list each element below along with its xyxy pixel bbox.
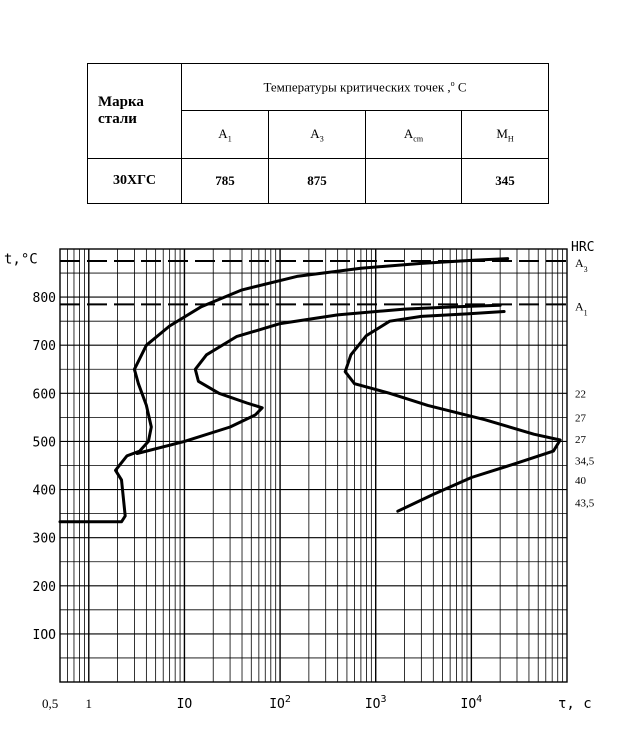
x-tick-exp-3: 2 <box>284 694 291 705</box>
hrc-value-3: 34,5 <box>575 455 595 468</box>
chart-grid <box>60 249 567 682</box>
critical-temps-header: Температуры критических точек ,$^o$ С <box>182 64 549 111</box>
hrc-value-0: 22 <box>575 388 586 401</box>
refline-sub-A3: 3 <box>583 265 588 275</box>
value-mh: 345 <box>462 159 549 204</box>
steel-grade-header <box>88 64 182 159</box>
col-a1-sym: A <box>218 125 228 141</box>
critical-temps-header-text: Температуры критических точек <box>263 79 445 95</box>
curve-0 <box>60 259 508 522</box>
curve-1 <box>137 305 500 453</box>
value-a1: 785 <box>182 159 269 204</box>
hrc-label: HRC <box>571 240 595 255</box>
col-mh-sym: M <box>496 125 508 141</box>
x-axis-label: τ, c <box>558 696 592 712</box>
value-a3: 875 <box>269 159 366 204</box>
x-tick-exp-5: 4 <box>476 694 483 705</box>
x-tick-label-3: $IO^2$ <box>269 694 291 712</box>
reference-lines <box>60 261 567 304</box>
curve-2 <box>345 312 560 512</box>
hrc-value-4: 40 <box>575 474 586 487</box>
col-header-mh <box>462 111 549 159</box>
ttt-diagram <box>0 215 637 735</box>
col-acm-sym: A <box>403 125 414 141</box>
hrc-value-1: 27 <box>575 412 586 425</box>
y-axis-label: t,°C <box>4 251 38 268</box>
y-tick-label-6: 700 <box>32 339 56 355</box>
critical-temps-unit: С <box>457 79 467 95</box>
x-tick-label-5: $IO^4$ <box>460 694 483 712</box>
hrc-value-5: 43,5 <box>575 497 595 510</box>
y-tick-label-5: 600 <box>32 387 56 403</box>
y-tick-label-3: 400 <box>32 483 56 499</box>
y-tick-label-0: IOO <box>32 627 56 643</box>
y-tick-label-2: 300 <box>32 531 56 547</box>
curves <box>60 259 560 522</box>
x-tick-label-1: 1 <box>85 696 93 711</box>
y-tick-label-7: 800 <box>32 291 56 307</box>
x-tick-label-0: 0,5 <box>42 696 59 711</box>
refline-label-A3: $A_3$ <box>575 256 588 275</box>
col-mh-sub: H <box>507 134 514 144</box>
col-a3-sub: 3 <box>319 134 324 144</box>
steel-grade-cell: 30ХГС <box>88 159 182 204</box>
degree-sign: o <box>450 78 455 88</box>
steel-grade-header-line2: стали <box>98 111 137 127</box>
x-tick-label-4: $IO^3$ <box>364 694 387 712</box>
col-acm-sub: cm <box>413 134 424 144</box>
col-header-acm <box>366 111 462 159</box>
y-tick-label-4: 500 <box>32 435 56 451</box>
critical-points-table <box>87 63 549 204</box>
y-tick-label-1: 200 <box>32 579 56 595</box>
col-header-a3 <box>269 111 366 159</box>
chart-labels <box>4 240 595 712</box>
steel-grade-header-line1: Марка <box>98 94 144 110</box>
hrc-value-2: 27 <box>575 434 586 447</box>
x-tick-label-2: IO <box>176 697 193 712</box>
x-tick-exp-4: 3 <box>380 694 387 705</box>
col-header-a1 <box>182 111 269 159</box>
refline-sub-A1: 1 <box>583 308 588 318</box>
value-acm <box>366 159 462 204</box>
col-a3-sym: A <box>310 125 320 141</box>
refline-label-A1: $A_1$ <box>575 299 588 318</box>
col-a1-sub: 1 <box>227 134 232 144</box>
